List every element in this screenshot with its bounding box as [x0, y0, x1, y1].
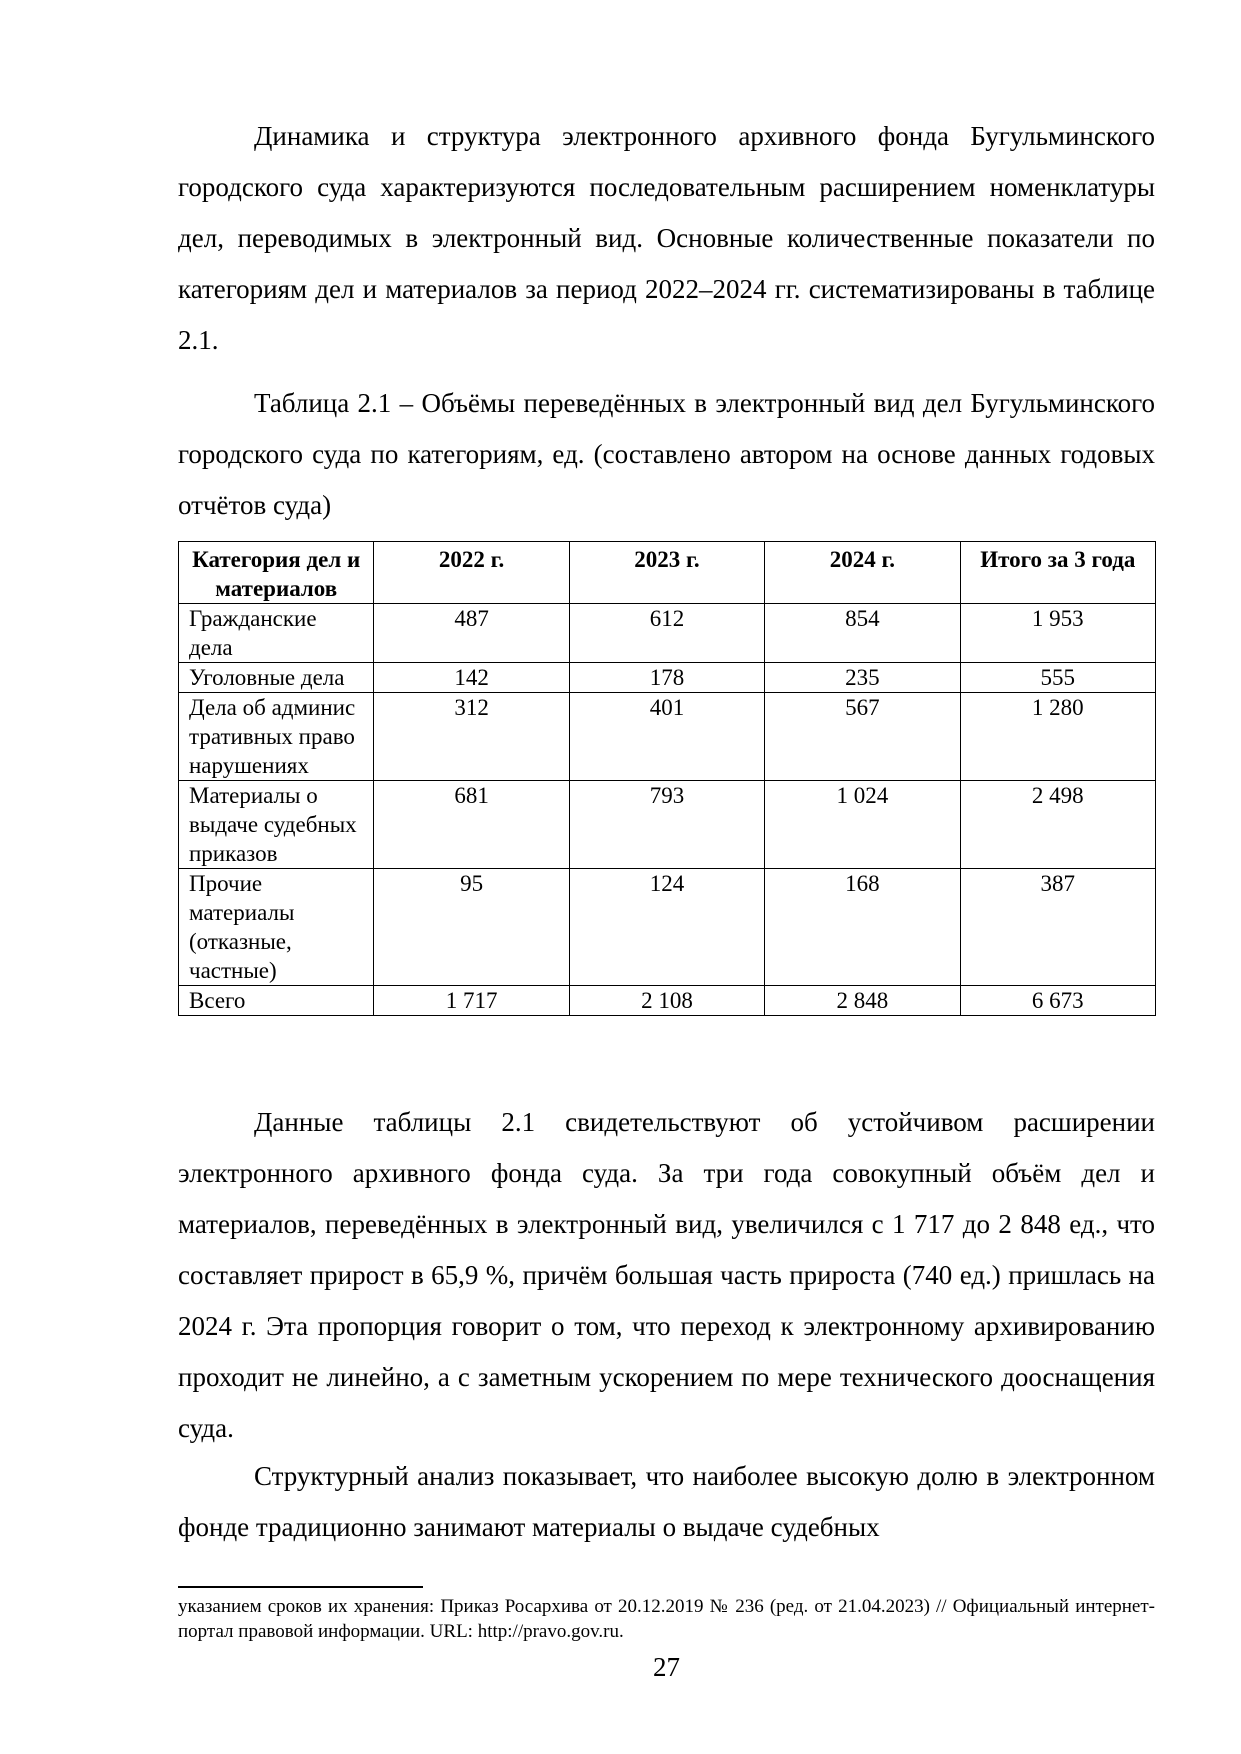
- table-caption: Таблица 2.1 – Объёмы переведённых в электронный вид дел Бугульминского городского суда по категориям, ед. (составлено автором на основе данных годовых отчётов суда): [178, 388, 1155, 520]
- cell-value: 1 953: [960, 604, 1155, 663]
- header-2023: 2023 г.: [569, 542, 764, 604]
- paragraph-structure: Структурный анализ показывает, что наиболее высокую долю в электронном фонде традиционно занимают материалы о выдаче судебных: [178, 1461, 1155, 1542]
- footnote-divider: [178, 1586, 423, 1588]
- cell-value: 6 673: [960, 986, 1155, 1016]
- table-row: [179, 781, 1156, 869]
- table-row-total: [179, 986, 1156, 1016]
- cell-value: 2 848: [765, 986, 960, 1016]
- cell-value: 612: [569, 604, 764, 663]
- cell-value: 567: [765, 693, 960, 781]
- cell-value: 854: [765, 604, 960, 663]
- cell-value: 312: [374, 693, 569, 781]
- paragraph-intro: Динамика и структура электронного архивного фонда Бугульминского городского суда характеризуются последовательным расширением номенклатуры дел, переводимых в электронный вид. Основные количественные показатели по категориям дел и материалов за период 2022–2024 гг. систематизированы в таблице 2.1.: [178, 121, 1155, 355]
- table-row: [179, 869, 1156, 986]
- header-2022: 2022 г.: [374, 542, 569, 604]
- row-label: Прочие материалы (отказные, частные): [179, 869, 374, 986]
- row-label: Дела об административных правонарушениях: [179, 693, 374, 781]
- paragraph-analysis: Данные таблицы 2.1 свидетельствуют об устойчивом расширении электронного архивного фонда суда. За три года совокупный объём дел и материалов, переведённых в электронный вид, увеличился с 1 717 до 2 848 ед., что составляет прирост в 65,9 %, причём большая часть прироста (740 ед.) пришлась на 2024 г. Эта пропорция говорит о том, что переход к электронному архивированию проходит не линейно, а с заметным ускорением по мере технического дооснащения суда.: [178, 1107, 1155, 1443]
- page-number: 27: [653, 1652, 680, 1682]
- row-label: Гражданские дела: [179, 604, 374, 663]
- cell-value: 2 108: [569, 986, 764, 1016]
- cell-value: 95: [374, 869, 569, 986]
- cell-value: 1 024: [765, 781, 960, 869]
- row-label: Материалы о выдаче судебных приказов: [179, 781, 374, 869]
- row-label: Всего: [179, 986, 374, 1016]
- cell-value: 142: [374, 663, 569, 693]
- cell-value: 401: [569, 693, 764, 781]
- table-header-row: [179, 542, 1156, 604]
- cell-value: 793: [569, 781, 764, 869]
- table-row: [179, 663, 1156, 693]
- cell-value: 1 717: [374, 986, 569, 1016]
- footnote: указанием сроков их хранения: Приказ Росархива от 20.12.2019 № 236 (ред. от 21.04.2023) // Официальный интернет-портал правовой информации. URL: http://pravo.gov.ru.: [178, 1596, 1155, 1642]
- cell-value: 2 498: [960, 781, 1155, 869]
- table-row: [179, 693, 1156, 781]
- cell-value: 681: [374, 781, 569, 869]
- table-row: [179, 604, 1156, 663]
- header-2024: 2024 г.: [765, 542, 960, 604]
- row-label: Уголовные дела: [179, 663, 374, 693]
- cell-value: 235: [765, 663, 960, 693]
- data-table: [178, 541, 1156, 1016]
- cell-value: 387: [960, 869, 1155, 986]
- cell-value: 1 280: [960, 693, 1155, 781]
- cell-value: 124: [569, 869, 764, 986]
- header-category: Категория дел и материалов: [179, 542, 374, 604]
- cell-value: 555: [960, 663, 1155, 693]
- header-total: Итого за 3 года: [960, 542, 1155, 604]
- cell-value: 178: [569, 663, 764, 693]
- cell-value: 168: [765, 869, 960, 986]
- cell-value: 487: [374, 604, 569, 663]
